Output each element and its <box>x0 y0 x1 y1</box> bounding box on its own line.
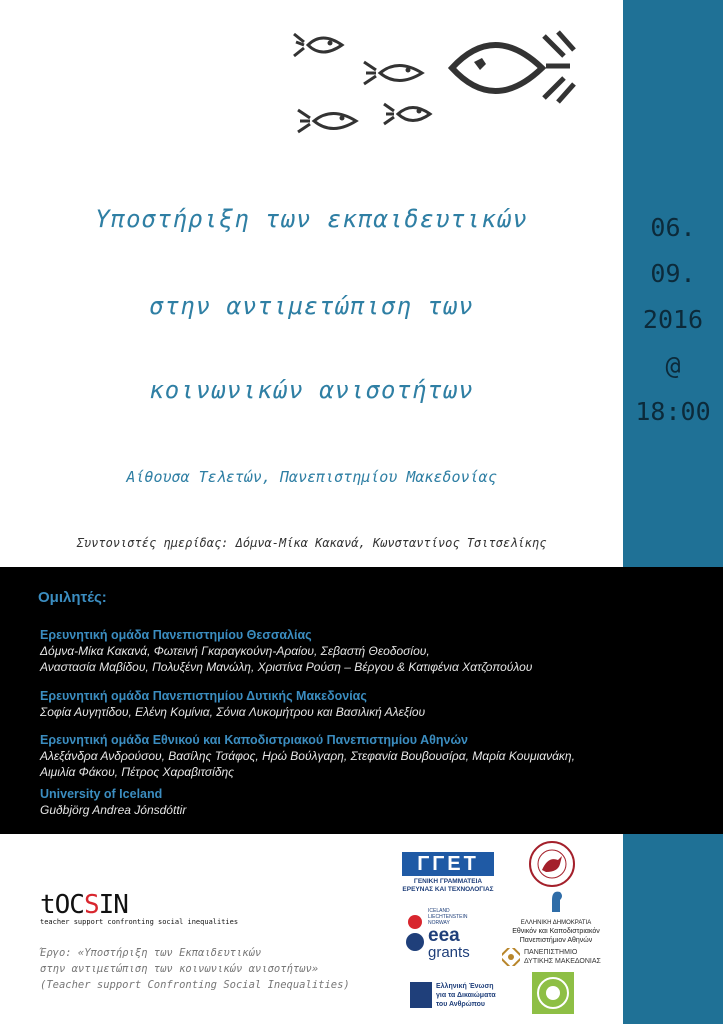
date-day: 06. <box>650 213 696 242</box>
uowm-line: ΠΑΝΕΠΙΣΤΗΜΙΟ <box>524 949 578 956</box>
event-title-line-2: στην αντιμετώπιση των <box>149 292 474 320</box>
group-names: Δόμνα-Μίκα Κακανά, Φωτεινή Γκαραγκούνη-Αραίου, Σεβαστή Θεοδοσίου, <box>40 644 430 658</box>
speaker-group <box>40 688 425 720</box>
group-names: Σοφία Αυγητίδου, Ελένη Κομίνια, Σόνια Λυκομήτρου και Βασιλική Αλεξίου <box>40 705 426 719</box>
green-circular-seal-logo <box>532 972 574 1014</box>
project-description <box>40 945 400 993</box>
group-names: Guðbjörg Andrea Jónsdóttir <box>40 803 187 817</box>
athena-head-icon <box>546 888 566 914</box>
hlhr-line: του Ανθρώπου <box>436 1001 485 1008</box>
coordinators: Συντονιστές ημερίδας: Δόμνα-Μίκα Κακανά, Κωνσταντίνος Τσιτσελίκης <box>76 536 547 550</box>
group-names: Αλεξάνδρα Ανδρούσου, Βασίλης Τσάφος, Ηρώ Βούλγαρη, Στεφανία Βουβουσίρα, Μαρία Κουμιανάκη, <box>40 749 575 763</box>
speaker-group <box>40 786 186 818</box>
gget-name: ΕΡΕΥΝΑΣ ΚΑΙ ΤΕΧΝΟΛΟΓΙΑΣ <box>402 886 494 893</box>
fish-icon <box>296 104 360 138</box>
group-title: Ερευνητική ομάδα Πανεπιστημίου Δυτικής Μακεδονίας <box>40 689 367 703</box>
eea-grants-logo <box>402 908 486 961</box>
speakers-heading: Ομιλητές: <box>38 589 107 606</box>
uoa-line: ΕΛΛΗΝΙΚΗ ΔΗΜΟΚΡΑΤΙΑ <box>520 920 592 926</box>
group-names: Αιμιλία Φάκου, Πέτρος Χαραβιτσίδης <box>40 765 234 779</box>
side-accent-bar-bottom <box>623 834 723 1024</box>
large-fish-icon <box>446 26 578 106</box>
gget-abbr: ΓΓΕΤ <box>402 852 494 876</box>
date-at: @ <box>665 351 681 380</box>
tocsin-logo-part: tOC <box>40 890 84 920</box>
speaker-group <box>40 732 575 780</box>
date-year: 2016 <box>642 305 704 334</box>
group-names: Αναστασία Μαβίδου, Πολυξένη Μανώλη, Χριστίνα Ρούση – Βέργου & Κατιφένια Χατζοπούλου <box>40 660 533 674</box>
hlhr-line: Ελληνική Ένωση <box>436 983 494 990</box>
event-date <box>623 205 723 435</box>
uoa-line: Πανεπιστήμιον Αθηνών <box>519 937 593 944</box>
tocsin-logo <box>40 890 238 926</box>
tocsin-logo-part: IN <box>98 890 128 920</box>
university-of-thessaly-seal <box>528 838 576 890</box>
date-time: 18:00 <box>635 397 711 426</box>
uowm-line: ΔΥΤΙΚΗΣ ΜΑΚΕΔΟΝΙΑΣ <box>524 958 601 965</box>
eea-text: eea <box>428 925 460 946</box>
grants-text: grants <box>428 944 470 961</box>
venue: Αίθουσα Τελετών, Πανεπιστημίου Μακεδονίας <box>126 468 497 486</box>
fish-icon <box>362 56 426 90</box>
group-title: Ερευνητική ομάδα Πανεπιστημίου Θεσσαλίας <box>40 628 312 642</box>
university-of-athens-logo <box>504 888 608 945</box>
event-title-line-3: κοινωνικών ανισοτήτων <box>149 376 474 404</box>
project-line: Έργο: «Υποστήριξη των Εκπαιδευτικών <box>40 947 262 959</box>
speaker-group <box>40 627 532 675</box>
date-month: 09. <box>650 259 696 288</box>
fish-icon <box>292 28 346 62</box>
tocsin-tagline: teacher support confronting social inequalities <box>40 918 239 926</box>
university-of-western-macedonia-logo <box>502 948 610 966</box>
fish-icon <box>382 98 434 130</box>
project-line: στην αντιμετώπιση των κοινωνικών ανισοτήτων» <box>40 963 319 975</box>
event-title-line-1: Υποστήριξη των εκπαιδευτικών <box>95 205 528 233</box>
group-title: University of Iceland <box>40 787 163 801</box>
project-line: (Teacher support Confronting Social Inequalities) <box>40 979 350 991</box>
hlhr-symbol-icon <box>410 982 432 1008</box>
gget-name: ΓΕΝΙΚΗ ΓΡΑΜΜΑΤΕΙΑ <box>413 878 483 885</box>
speakers-section <box>0 567 723 834</box>
eea-country: LIECHTENSTEIN <box>428 914 468 920</box>
uoa-line: Εθνικόν και Καποδιστριακόν <box>512 928 600 935</box>
hlhr-line: για τα Δικαιώματα <box>436 992 496 999</box>
tocsin-logo-part: S <box>83 890 99 920</box>
uowm-symbol-icon <box>502 948 520 966</box>
eea-grants-symbol <box>404 912 426 954</box>
group-title: Ερευνητική ομάδα Εθνικού και Καποδιστριακού Πανεπιστημίου Αθηνών <box>40 733 468 747</box>
eea-country: NORWAY <box>428 920 450 926</box>
gget-logo <box>402 852 494 894</box>
eea-country: ICELAND <box>428 908 450 914</box>
hellenic-league-human-rights-logo <box>410 982 498 1010</box>
